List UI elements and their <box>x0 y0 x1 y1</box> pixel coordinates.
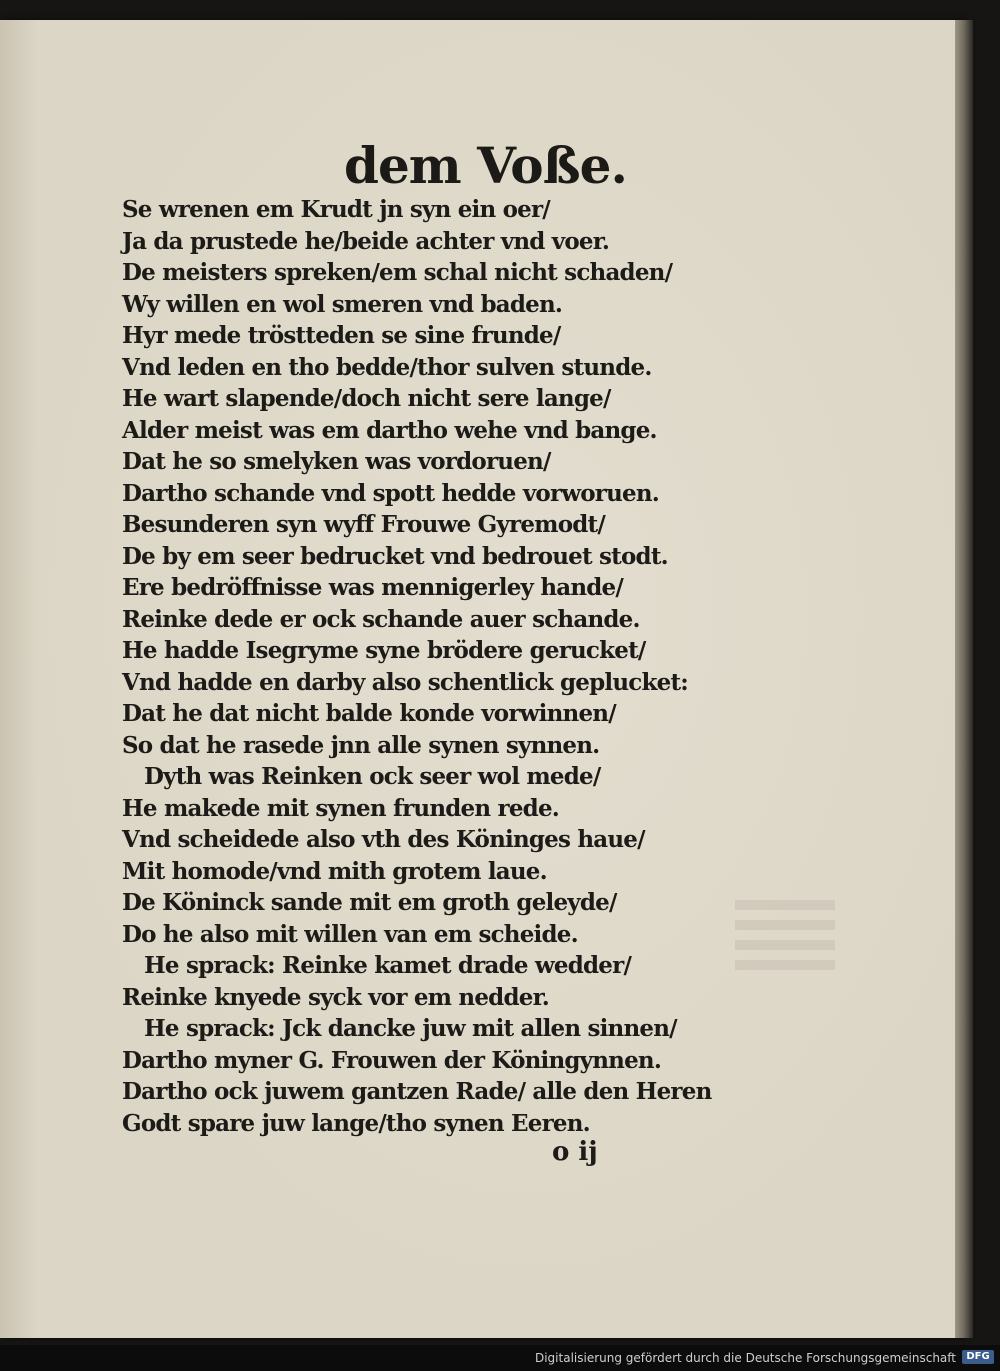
page-edge <box>955 20 973 1338</box>
verse-line: He sprack: Jck dancke juw mit allen sinnen/ <box>144 1015 677 1042</box>
verse-line: Godt spare juw lange/tho synen Eeren. <box>122 1109 590 1137</box>
footer-bar <box>0 1345 1000 1371</box>
verse-line: He wart slapende/doch nicht sere lange/ <box>122 385 611 412</box>
verse-line: De Köninck sande mit em groth geleyde/ <box>122 889 617 916</box>
signature-mark: o ij <box>552 1137 598 1167</box>
bleed-through-text <box>735 900 835 990</box>
verse-line: Dat he so smelyken was vordoruen/ <box>122 448 551 475</box>
verse-line: He makede mit synen frunden rede. <box>122 794 559 822</box>
verse-line: De meisters spreken/em schal nicht schaden/ <box>122 259 673 286</box>
verse-line: Alder meist was em dartho wehe vnd bange. <box>122 416 657 444</box>
verse-line: Dyth was Reinken ock seer wol mede/ <box>144 763 601 790</box>
verse-line: Se wrenen em Krudt jn syn ein oer/ <box>122 196 550 223</box>
verse-line: Vnd hadde en darby also schentlick geplucket: <box>122 668 688 696</box>
verse-line: Dat he dat nicht balde konde vorwinnen/ <box>122 700 616 727</box>
verse-line: Reinke knyede syck vor em nedder. <box>122 983 549 1011</box>
verse-line: De by em seer bedrucket vnd bedrouet stodt. <box>122 542 668 570</box>
verse-line: He sprack: Reinke kamet drade wedder/ <box>144 952 632 979</box>
running-head: dem Voße. <box>344 136 627 195</box>
verse-line: Mit homode/vnd mith grotem laue. <box>122 857 547 885</box>
verse-line: Dartho schande vnd spott hedde vorworuen. <box>122 479 660 507</box>
verse-line: So dat he rasede jnn alle synen synnen. <box>122 731 600 759</box>
verse-line: Dartho myner G. Frouwen der Köningynnen. <box>122 1046 662 1074</box>
verse-line: He hadde Isegryme syne brödere gerucket/ <box>122 637 646 664</box>
verse-line: Ja da prustede he/beide achter vnd voer. <box>122 227 610 255</box>
verse-line: Dartho ock juwem gantzen Rade/ alle den Heren <box>122 1078 712 1105</box>
verse-line: Ere bedröffnisse was mennigerley hande/ <box>122 574 623 601</box>
funding-credit: Digitalisierung gefördert durch die Deutsche Forschungsgemeinschaft <box>534 1351 956 1365</box>
verse-line: Hyr mede tröstteden se sine frunde/ <box>122 322 561 349</box>
verse-line: Vnd leden en tho bedde/thor sulven stunde. <box>122 353 652 381</box>
dfg-logo-icon: DFG <box>962 1350 994 1364</box>
verse-line: Besunderen syn wyff Frouwe Gyremodt/ <box>122 511 605 538</box>
verse-block <box>122 194 712 1139</box>
verse-line: Do he also mit willen van em scheide. <box>122 920 578 948</box>
verse-line: Wy willen en wol smeren vnd baden. <box>122 290 563 318</box>
verse-line: Vnd scheidede also vth des Köninges haue/ <box>122 826 645 853</box>
verse-line: Reinke dede er ock schande auer schande. <box>122 605 640 633</box>
